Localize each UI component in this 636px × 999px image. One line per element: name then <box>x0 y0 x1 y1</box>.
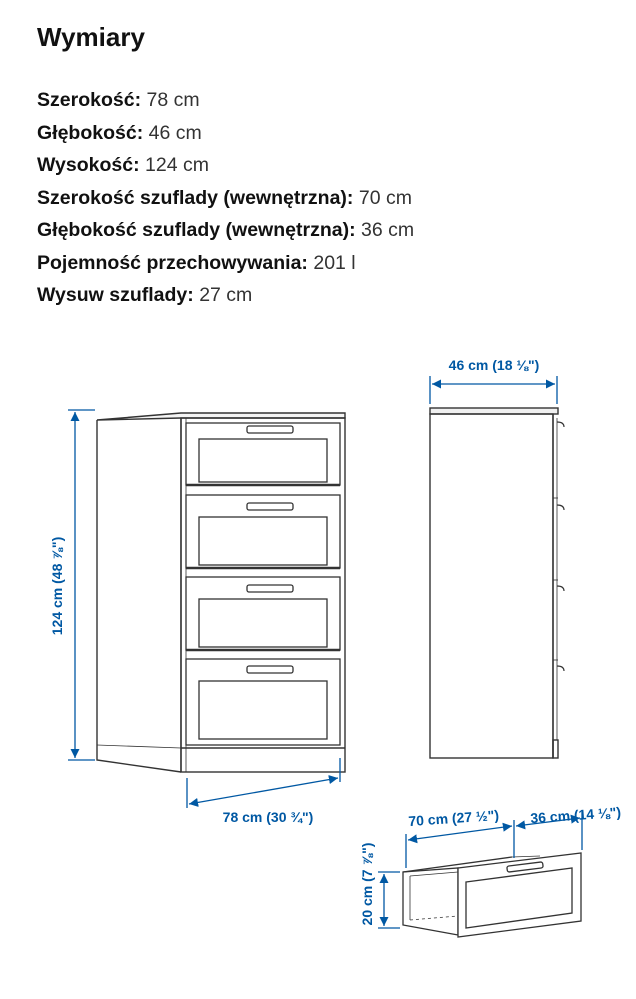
spec-depth: Głębokość: 46 cm <box>37 121 202 144</box>
drawer-height-dimension <box>378 872 400 928</box>
spec-value: 78 cm <box>146 89 200 111</box>
spec-width: Szerokość: 78 cm <box>37 89 200 111</box>
spec-value: 124 cm <box>145 154 209 176</box>
spec-value: 46 cm <box>148 121 202 144</box>
spec-label: Wysuw szuflady <box>37 284 188 306</box>
depth-label: 46 cm (18 ⅛") <box>448 357 540 373</box>
drawer-depth-label: 36 cm (14 ⅛") <box>529 803 622 827</box>
spec-storage-capacity: Pojemność przechowywania: 201 l <box>37 251 356 274</box>
spec-value: 36 cm <box>361 219 415 241</box>
spec-drawer-extension: Wysuw szuflady: 27 cm <box>37 284 253 306</box>
drawer-height-label: 20 cm (7 ⅞") <box>359 842 375 926</box>
front-drawer-1 <box>186 423 340 485</box>
spec-drawer-depth: Głębokość szuflady (wewnętrzna): 36 cm <box>37 219 415 241</box>
spec-label: Pojemność przechowywania <box>37 251 302 274</box>
spec-label: Szerokość <box>37 89 135 111</box>
width-dimension <box>187 758 340 808</box>
spec-value: 70 cm <box>358 186 412 209</box>
front-view-dresser <box>97 413 345 772</box>
spec-label: Głębokość szuflady (wewnętrzna) <box>37 219 350 241</box>
height-label: 124 cm (48 ⅞") <box>49 536 65 636</box>
front-drawer-3 <box>186 577 340 650</box>
spec-value: 201 l <box>313 251 356 274</box>
width-label: 78 cm (30 ¾") <box>222 809 314 825</box>
spec-value: 27 cm <box>199 284 253 306</box>
front-drawer-4 <box>186 659 340 745</box>
drawer-width-label: 70 cm (27 ½") <box>407 806 500 830</box>
spec-label: Głębokość <box>37 121 137 144</box>
spec-label: Szerokość szuflady (wewnętrzna) <box>37 186 347 209</box>
spec-label: Wysokość <box>37 154 134 176</box>
side-view-dresser <box>430 408 564 758</box>
drawer-front-panel <box>458 853 581 937</box>
front-drawer-2 <box>186 495 340 568</box>
page-title: Wymiary <box>37 22 145 52</box>
depth-dimension <box>430 376 557 404</box>
spec-drawer-width: Szerokość szuflady (wewnętrzna): 70 cm <box>37 186 412 209</box>
height-dimension <box>68 410 95 760</box>
spec-height: Wysokość: 124 cm <box>37 154 209 176</box>
